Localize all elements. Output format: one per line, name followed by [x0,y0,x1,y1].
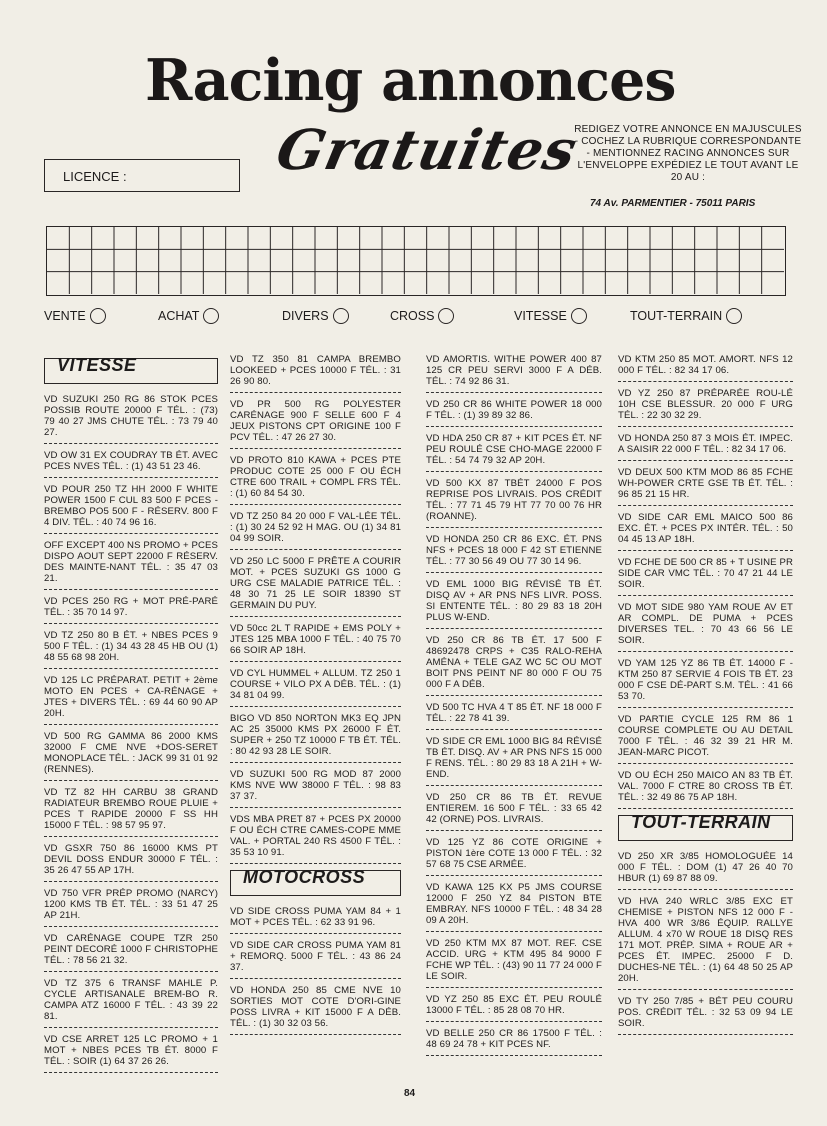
classified-ad: VD SIDE CAR CROSS PUMA YAM 81 + REMORQ. 5000 F TÉL. : 43 86 24 37. [230,940,401,979]
classified-ad: VD 250 XR 3/85 HOMOLOGUÉE 14 000 F TÉL. : DOM (1) 47 26 40 70 HBUR (1) 69 87 88 09. [618,851,793,890]
ads-list [618,354,793,809]
instructions: REDIGEZ VOTRE ANNONCE EN MAJUSCULES - COCHEZ LA RUBRIQUE CORRESPONDANTE - MENTIONNEZ RACING ANNONCES SUR L'ENVELOPPE EXPÉDIEZ LE TOUT AVANT LE 20 AU : [574,124,802,183]
classified-ad: VD YZ 250 87 PRÉPARÉE ROU-LÉ 10H CSE BLESSUR. 20 000 F URG TÉL. : 22 30 32 29. [618,388,793,427]
checkbox-circle-icon[interactable] [438,308,454,324]
classified-ad: VD KAWA 125 KX P5 JMS COURSE 12000 F 250 YZ 84 PISTON BTE EMBRAY. NFS 10000 F TÉL. : 48 34 28 09 A 20H. [426,882,602,932]
classified-ad: VD SIDE CAR EML MAICO 500 86 EXC. ÉT. + PCES PX INTÉR. TÉL. : 50 04 45 13 AP 18H. [618,512,793,551]
classified-ad: VD CSE ARRET 125 LC PROMO + 1 MOT + NBES PCES TB ÉT. 8000 F TÉL. : SOIR (1) 64 37 26 26. [44,1034,218,1073]
classified-ad: VD YZ 250 85 EXC ÉT. PEU ROULÉ 13000 F TÉL. : 85 28 08 70 HR. [426,994,602,1022]
classified-ad: VDS MBA PRET 87 + PCES PX 20000 F OU ÉCH CTRE CAMES-COPE MME VAL. + PORTAL 240 RS 4500 F TÉL. : 35 53 10 91. [230,814,401,864]
classified-ad: VD 750 VFR PRÉP PROMO (NARCY) 1200 KMS TB ÉT. TÉL. : 33 51 47 25 AP 21H. [44,888,218,927]
classified-ad: VD CYL HUMMEL + ALLUM. TZ 250 1 COURSE + VILO PX A DÉB. TÉL. : (1) 34 81 04 99. [230,668,401,707]
classified-ad: VD BELLE 250 CR 86 17500 F TÉL. : 48 69 24 78 + KIT PCES NF. [426,1028,602,1056]
classified-ad: VD 125 YZ 86 COTE ORIGINE + PISTON 1ère COTE 13 000 F TÉL. : 32 57 68 75 CSE ARMÉE. [426,837,602,876]
classified-ad: VD PROTO 810 KAWA + PCES PTE PRODUC COTE 25 000 F OU ÉCH CTRE 600 TRAIL + COMPL FRS TÉL. : (1) 60 84 54 30. [230,455,401,505]
category-label: TOUT-TERRAIN [630,309,723,323]
classified-ad: VD OW 31 EX COUDRAY TB ÉT. AVEC PCES NVES TÉL. : (1) 43 51 23 46. [44,450,218,478]
classified-ad: VD PCES 250 RG + MOT PRÉ-PARÉ TÉL. : 35 70 14 97. [44,596,218,624]
classified-ad: VD SUZUKI 500 RG MOD 87 2000 KMS NVE WW 38000 F TÉL. : 98 83 37 37. [230,769,401,808]
section-title: VITESSE [57,355,137,375]
category-label: VITESSE [514,309,567,323]
classified-ad: VD TZ 375 6 TRANSF MAHLE P. CYCLE ARTISANALE BREM-BO R. CAMPA ATZ 16000 F TÉL. : 43 39 22 81. [44,978,218,1028]
licence-label: LICENCE : [63,169,127,184]
classified-ad: VD 125 LC PRÉPARAT. PETIT + 2ème MOTO EN PCES + CA-RÉNAGE + JTES + DIVERS TÉL. : 69 44 60 90 AP 20H. [44,675,218,725]
classified-ad: VD PR 500 RG POLYESTER CARÉNAGE 900 F SELLE 600 F 4 JEUX PISTONS CPT ORIGINE 100 F PCV TÉL. : 47 26 27 30. [230,399,401,449]
entry-grid[interactable] [46,226,786,296]
classified-ad: VD 500 KX 87 TBÉT 24000 F POS REPRISE POS LIVRAIS. POS CRÉDIT TÉL. : 77 71 45 79 HT 77 70 00 76 HR (ROANNE). [426,478,602,528]
category-divers[interactable] [282,308,349,324]
classified-ad: VD 500 TC HVA 4 T 85 ÉT. NF 18 000 F TÉL. : 22 78 41 39. [426,702,602,730]
ads-list [426,354,602,1056]
classified-ad: VD DEUX 500 KTM MOD 86 85 FCHE WH-POWER CRTE GSE TB ÉT. TÉL. : 96 85 21 15 HR. [618,467,793,506]
licence-field[interactable] [44,159,240,192]
category-label: CROSS [390,309,435,323]
category-label: ACHAT [158,309,200,323]
column-3 [426,354,602,1062]
address: 74 Av. PARMENTIER - 75011 PARIS [590,198,756,209]
classified-ad: VD CARÉNAGE COUPE TZR 250 PEINT DECORÉ 1000 F CHRISTOPHE TÉL. : 78 56 21 32. [44,933,218,972]
page-title: Racing annonces [145,47,676,114]
classified-ad: VD 250 LC 5000 F PRÊTE A COURIR MOT. + PCES SUZUKI GS 1000 G URG CSE MALADIE PATRICE TÉL. : 48 30 71 25 LE SOIR 18390 ST GERMAIN DU PUY. [230,556,401,617]
classified-ad: VD PARTIE CYCLE 125 RM 86 1 COURSE COMPLETE OU AU DETAIL 7000 F TÉL. : 46 32 39 21 HR M. JEAN-MARC PICOT. [618,714,793,764]
column-4 [618,354,793,1041]
classified-ad: VD TY 250 7/85 + BÉT PEU COURU POS. CRÉDIT TÉL. : 32 53 09 94 LE SOIR. [618,996,793,1035]
checkbox-circle-icon[interactable] [333,308,349,324]
classified-ad: VD 250 CR 86 TB ÉT. 17 500 F 48692478 CRPS + C35 RALO-REHA AMÉNA + TELE GAZ WC 5C OU MOT BOIT PNS PEINT NF 80 000 F OU 75 000 F A DÉB. [426,635,602,696]
classified-ad: VD MOT SIDE 980 YAM ROUE AV ET AR COMPL. DE PUMA + PCES DIVERSES TEL. : 70 43 66 56 LE SOIR. [618,602,793,652]
classified-ad: VD YAM 125 YZ 86 TB ÉT. 14000 F - KTM 250 87 SERVIE 4 FOIS TB ÉT. 23 000 F CSE DÉ-PART S.M. TÉL. : 41 66 53 70. [618,658,793,708]
classified-ad: VD 250 CR 86 TB ÉT. REVUE ENTIEREM. 16 500 F TÉL. : 33 65 42 42 (ORNE) POS. LIVRAIS. [426,792,602,831]
ads-list [230,906,401,1035]
classified-ad: VD SIDE CR EML 1000 BIG 84 RÉVISÉ TB ÉT. DISQ. AV + AR PNS NFS 15 000 F RENS. TÉL. : 80 29 83 18 A 21H + W-END. [426,736,602,786]
column-1 [44,354,218,1079]
classified-ad: VD KTM 250 85 MOT. AMORT. NFS 12 000 F TÉL. : 82 34 17 06. [618,354,793,382]
ads-list [618,851,793,1035]
checkbox-circle-icon[interactable] [203,308,219,324]
classified-ad: VD HDA 250 CR 87 + KIT PCES ÉT. NF PEU ROULÉ CSE CHO-MAGE 22000 F TÉL. : 54 74 79 32 AP 20H. [426,433,602,472]
category-achat[interactable] [158,308,219,324]
page-number: 84 [404,1088,416,1099]
classified-ad: BIGO VD 850 NORTON MK3 EQ JPN AC 25 35000 KMS PX 26000 F ÉT. SUPER + 250 TZ 10000 F TB ÉT. TÉL. : 80 42 93 28 LE SOIR. [230,713,401,763]
classified-ad: VD HONDA 250 87 3 MOIS ÉT. IMPEC. A SAISIR 22 000 F TÉL. : 82 34 17 06. [618,433,793,461]
category-cross[interactable] [390,308,454,324]
classified-ad: VD 250 CR 86 WHITE POWER 18 000 F TÉL. : (1) 39 89 32 86. [426,399,602,427]
category-label: VENTE [44,309,86,323]
checkbox-circle-icon[interactable] [571,308,587,324]
column-2 [230,354,401,1041]
category-vente[interactable] [44,308,106,324]
section-motocross [230,867,401,896]
section-tout-terrain [618,812,793,841]
classified-ad: VD 500 RG GAMMA 86 2000 KMS 32000 F CME NVE +DOS-SERET MONOPLACE TÉL. : JACK 99 31 01 92 (RENNES). [44,731,218,781]
checkbox-circle-icon[interactable] [726,308,742,324]
ads-list [44,394,218,1073]
checkbox-circle-icon[interactable] [90,308,106,324]
section-title: MOTOCROSS [243,867,366,887]
classified-ad: OFF EXCEPT 400 NS PROMO + PCES DISPO AOUT SEPT 22000 F RÉSERV. DES MAINTE-NANT TÉL. : 35 47 03 21. [44,540,218,590]
section-vitesse [44,355,218,384]
classified-ad: VD TZ 350 81 CAMPA BREMBO LOOKEED + PCES 10000 F TÉL. : 31 26 90 80. [230,354,401,393]
category-label: DIVERS [282,309,329,323]
classified-ad: VD HVA 240 WRLC 3/85 EXC ET CHEMISE + PISTON NFS 12 000 F - HVA 400 WR 3/86 ÉQUIP. RALLYE ALLUM. 4 x70 W ROUE 18 DISQ RES 171 MOT. PRÉP. SIMA + ROUE AR + PCES ÉT. IMPEC. 25000 F D. DUCHES-NE TÉL. : (1) 64 48 50 25 AP 20H. [618,896,793,990]
category-tout-terrain[interactable] [630,308,742,324]
classified-ad: VD TZ 250 84 20 000 F VAL-LÉE TÉL. : (1) 30 24 52 92 H MAG. OU (1) 34 81 04 99 SOIR. [230,511,401,550]
classified-ad: VD 50cc 2L T RAPIDE + EMS POLY + JTES 125 MBA 1000 F TÉL. : 40 75 70 66 SOIR AP 18H. [230,623,401,662]
classified-ad: VD GSXR 750 86 16000 KMS PT DEVIL DOSS ENDUR 30000 F TÉL. : 35 26 47 55 AP 17H. [44,843,218,882]
classified-ad: VD FCHE DE 500 CR 85 + T USINE PR SIDE CAR VMC TÉL. : 70 47 21 44 LE SOIR. [618,557,793,596]
classified-ad: VD SUZUKI 250 RG 86 STOK PCES POSSIB ROUTE 20000 F TÉL. : (73) 79 40 27 JMS CHUTE TÉL. : 73 79 40 27. [44,394,218,444]
classified-ad: VD TZ 250 80 B ÉT. + NBES PCES 9 500 F TÉL. : (1) 34 43 28 45 HB OU (1) 48 55 68 98 20H. [44,630,218,669]
classified-ad: VD 250 KTM MX 87 MOT. REF. CSE ACCID. URG + KTM 495 84 9000 F FCHE WP TÉL. : (43) 90 11 77 24 000 F LE SOIR. [426,938,602,988]
classified-ad: VD TZ 82 HH CARBU 38 GRAND RADIATEUR BREMBO ROUE PLUIE + PCES T RAPIDE 20000 F SS HH 15000 F TÉL. : 98 57 95 97. [44,787,218,837]
classified-ad: VD HONDA 250 CR 86 EXC. ÉT. PNS NFS + PCES 18 000 F 42 ST ETIENNE TÉL. : 77 30 56 49 OU 77 30 14 96. [426,534,602,573]
category-checkboxes [44,308,804,332]
classified-ad: VD POUR 250 TZ HH 2000 F WHITE POWER 1500 F CUL 83 500 F PCES - BREMBO PO5 500 F - RÉSERV. 800 F 4 DIV. TÉL. : 40 74 96 16. [44,484,218,534]
section-title: TOUT-TERRAIN [631,812,771,832]
classified-ad: VD OU ÉCH 250 MAICO AN 83 TB ÉT. VAL. 7000 F CTRE 80 CROSS TB ÉT. TÉL. : 32 49 86 75 AP 18H. [618,770,793,809]
classified-ad: VD SIDE CROSS PUMA YAM 84 + 1 MOT + PCES TÉL. : 62 33 91 96. [230,906,401,934]
entry-grid-lines [47,227,787,297]
category-vitesse[interactable] [514,308,587,324]
classified-ad: VD AMORTIS. WITHE POWER 400 87 125 CR PEU SERVI 3000 F A DÉB. TÉL. : 74 92 86 31. [426,354,602,393]
classified-ad: VD EML 1000 BIG RÉVISÉ TB ÉT. DISQ AV + AR PNS NFS LIVR. POSS. SI ENTENTE TÉL. : 80 29 83 18 20H PLUS W-END. [426,579,602,629]
page-subtitle: Gratuites [271,117,584,182]
classified-ad: VD HONDA 250 85 CME NVE 10 SORTIES MOT COTE D'ORI-GINE POSS LIVRA + KIT 15000 F A DÉB. TÉL. : (1) 30 32 03 56. [230,985,401,1035]
ads-list [230,354,401,864]
